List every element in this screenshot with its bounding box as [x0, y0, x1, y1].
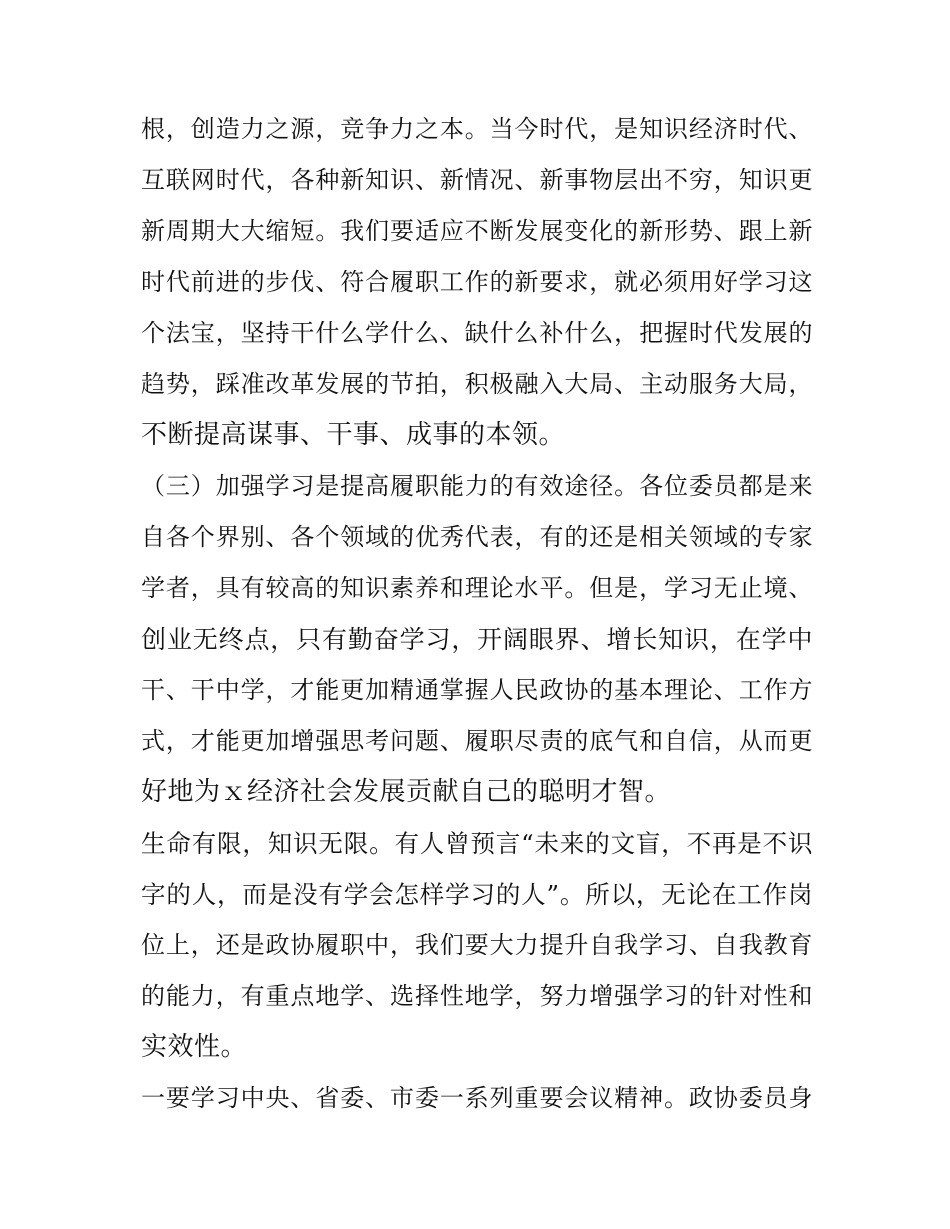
text-line: 根，创造力之源，竞争力之本。当今时代，是知识经济时代、: [141, 115, 813, 143]
text-line: 个法宝，坚持干什么学什么、缺什么补什么，把握时代发展的: [141, 319, 813, 347]
text-line: 生命有限，知识无限。有人曾预言“未来的文盲，不再是不识: [141, 829, 813, 858]
text-line: 创业无终点，只有勤奋学习，开阔眼界、增长知识，在学中: [141, 625, 813, 654]
text-line: 实效性。: [141, 1032, 248, 1062]
text-line: 学者，具有较高的知识素养和理论水平。但是，学习无止境、: [141, 574, 813, 602]
text-line: 互联网时代，各种新知识、新情况、新事物层出不穷，知识更: [141, 166, 813, 194]
body-text: [141, 104, 813, 1124]
text-line: 不断提高谋事、干事、成事的本领。: [141, 420, 566, 450]
text-line: 自各个界别、各个领域的优秀代表，有的还是相关领域的专家: [141, 523, 813, 551]
text-line: 位上，还是政协履职中，我们要大力提升自我学习、自我教育: [141, 931, 813, 959]
text-line: 时代前进的步伐、符合履职工作的新要求，就必须用好学习这: [141, 268, 813, 296]
text-line: 一要学习中央、省委、市委一系列重要会议精神。政协委员身: [141, 1084, 813, 1112]
text-line: 好地为ｘ经济社会发展贡献自己的聪明才智。: [141, 777, 672, 807]
text-line: 趋势，踩准改革发展的节拍，积极融入大局、主动服务大局，: [141, 370, 813, 398]
text-line: 新周期大大缩短。我们要适应不断发展变化的新形势、跟上新: [141, 217, 813, 245]
text-line: 的能力，有重点地学、选择性地学，努力增强学习的针对性和: [141, 982, 813, 1010]
text-line: （三）加强学习是提高履职能力的有效途径。各位委员都是来: [141, 472, 813, 500]
text-line: 干、干中学，才能更加精通掌握人民政协的基本理论、工作方: [141, 676, 813, 704]
text-line: 式，才能更加增强思考问题、履职尽责的底气和自信，从而更: [141, 727, 813, 755]
text-line: 字的人，而是没有学会怎样学习的人”。所以，无论在工作岗: [141, 880, 813, 909]
